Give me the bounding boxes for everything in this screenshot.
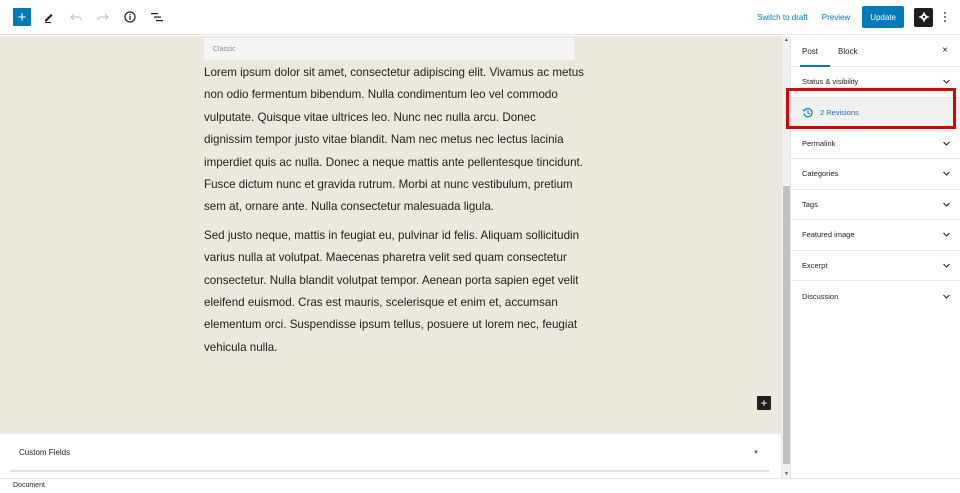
classic-block-toolbar[interactable]: Classic: [204, 38, 574, 60]
editor-canvas: [0, 36, 781, 434]
sidebar-tabs: [791, 36, 960, 67]
panel-status-visibility[interactable]: [791, 67, 960, 98]
header-settings: [757, 6, 960, 28]
chevron-down-icon: [943, 170, 950, 177]
preview-button[interactable]: Preview: [821, 12, 851, 22]
header-toolbar: [0, 8, 166, 26]
scroll-up-arrow-icon[interactable]: ▲: [784, 37, 789, 43]
panel-label: Excerpt: [802, 260, 828, 270]
tab-post[interactable]: Post: [802, 36, 818, 67]
custom-fields-label: Custom Fields: [19, 448, 71, 457]
scroll-thumb[interactable]: [783, 186, 790, 464]
undo-icon[interactable]: [67, 8, 85, 26]
panel-label: Categories: [802, 169, 839, 179]
chevron-down-icon: [943, 231, 950, 238]
block-breadcrumb: [0, 478, 960, 493]
custom-fields-panel[interactable]: [10, 435, 769, 472]
more-options-button[interactable]: [942, 12, 948, 22]
panel-discussion[interactable]: [791, 281, 960, 312]
switch-to-draft-button[interactable]: Switch to draft: [757, 12, 808, 22]
panel-label: Featured image: [802, 230, 855, 240]
chevron-down-icon: [943, 262, 950, 269]
list-view-icon[interactable]: [148, 8, 166, 26]
panel-label: Discussion: [802, 291, 839, 301]
scroll-down-arrow-icon[interactable]: ▼: [784, 471, 789, 477]
tab-block[interactable]: Block: [838, 46, 858, 56]
editor-scrollbar[interactable]: [781, 36, 790, 478]
history-icon: [802, 107, 813, 118]
redo-icon[interactable]: [94, 8, 112, 26]
chevron-down-icon: [943, 78, 950, 85]
panel-tags[interactable]: [791, 190, 960, 221]
chevron-down-icon: [943, 140, 950, 147]
block-inserter-button[interactable]: +: [757, 396, 771, 410]
post-content[interactable]: [204, 62, 584, 365]
toggle-arrow-icon[interactable]: ▼: [753, 449, 759, 456]
panel-featured-image[interactable]: [791, 220, 960, 251]
settings-gear-button[interactable]: [914, 8, 933, 27]
panel-label: Tags: [802, 199, 818, 209]
panel-label: Status & visibility: [802, 77, 859, 87]
gear-icon: [919, 12, 929, 22]
close-sidebar-button[interactable]: ×: [942, 45, 948, 56]
panel-permalink[interactable]: [791, 129, 960, 160]
paragraph[interactable]: Lorem ipsum dolor sit amet, consectetur adipiscing elit. Vivamus ac metus non odio fermentum bibendum. Nulla condimentum leo vel commodo vulputate. Quisque vitae ultrices leo. Nunc nec nulla arcu. Donec dignissim tempor justo vitae blandit. Nam nec metus nec lectus lacinia imperdiet quis ac nulla. Donec a neque mattis ante pellentesque tincidunt. Fusce dictum nunc et gravida rutrum. Morbi at nunc vestibulum, pretium sem at, ornare ante. Nulla consectetur malesuada ligula.: [204, 66, 584, 214]
panel-label: Permalink: [802, 138, 836, 148]
panel-excerpt[interactable]: [791, 251, 960, 282]
chevron-down-icon: [943, 201, 950, 208]
revisions-label: 2 Revisions: [820, 108, 859, 117]
metabox-area: [0, 434, 781, 478]
settings-sidebar: [790, 36, 960, 478]
update-button[interactable]: Update: [862, 6, 904, 28]
info-icon[interactable]: [121, 8, 139, 26]
panel-categories[interactable]: [791, 159, 960, 190]
chevron-down-icon: [943, 293, 950, 300]
edit-pencil-icon[interactable]: [40, 8, 58, 26]
breadcrumb-document[interactable]: Document: [13, 482, 45, 489]
revisions-link[interactable]: [791, 98, 960, 129]
editor-header: [0, 0, 960, 35]
add-block-button[interactable]: +: [13, 8, 31, 26]
paragraph[interactable]: Sed justo neque, mattis in feugiat eu, pulvinar id felis. Aliquam sollicitudin varius nulla at volutpat. Maecenas pharetra velit sed quam consectetur consectetur. Nulla blandit volutpat tempor. Aenean porta sapien eget velit eleifend euismod. Cras est mauris, scelerisque et enim et, accumsan elementum orci. Suspendisse ipsum tellus, posuere ut lorem nec, feugiat vehicula nulla.: [204, 228, 580, 354]
